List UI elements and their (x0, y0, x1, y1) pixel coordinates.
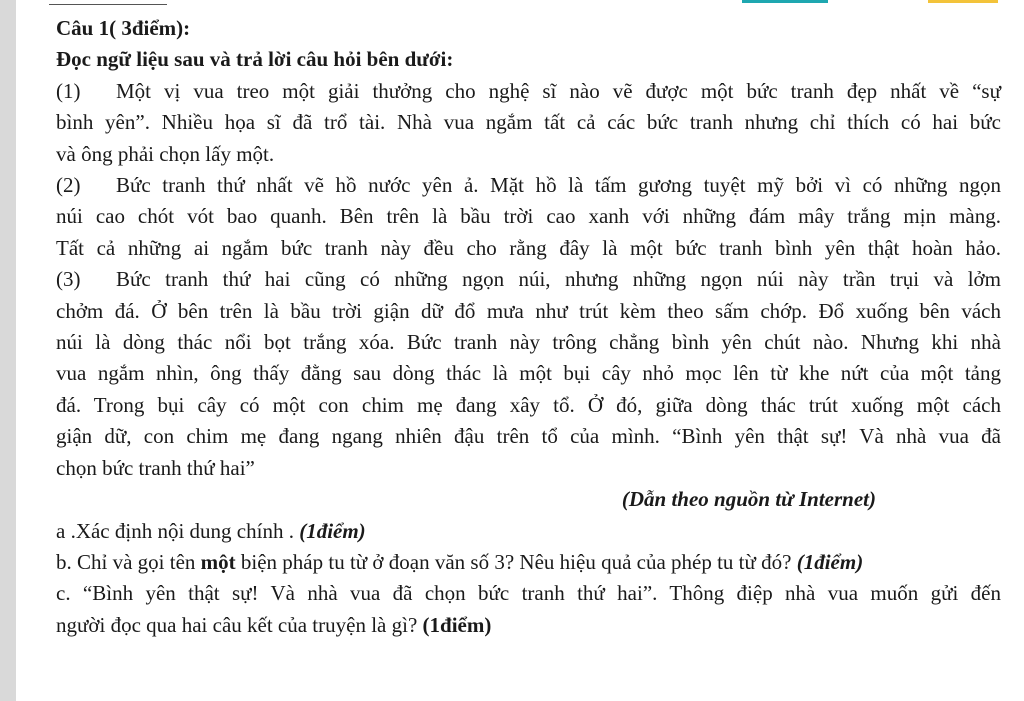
paragraph-1-text: Một vị vua treo một giải thưởng cho nghệ sĩ nào vẽ được một bức tranh đẹp nhất về “sự (116, 78, 1001, 103)
top-tab-teal (742, 0, 828, 3)
source-citation: (Dẫn theo nguồn từ Internet) (621, 487, 876, 512)
paragraph-3-text: Bức tranh thứ hai cũng có những ngọn núi, nhưng những ngọn núi này trần trụi và lởm (116, 267, 1001, 292)
question-b-text-start: b. Chỉ và gọi tên (56, 549, 201, 574)
question-a (56, 516, 1001, 547)
question-c-score: (1điểm) (422, 612, 492, 637)
paragraph-2-number: (2) (56, 173, 81, 198)
question-b-text-end: biện pháp tu từ ở đoạn văn số 3? Nêu hiệu quả của phép tu từ đó? (235, 549, 797, 574)
paragraph-3-line-5: đá. Trong bụi cây có một con chim mẹ đang xây tổ. Ở đó, giữa dòng thác trút xuống một cách (56, 392, 1001, 417)
paragraph-2-line-2: núi cao chót vót bao quanh. Bên trên là bầu trời cao xanh với những đám mây trắng mịn màng. (56, 204, 1001, 229)
paragraph-1-number: (1) (56, 78, 81, 103)
question-a-text: a .Xác định nội dung chính . (56, 518, 300, 543)
paragraph-3-line-3: núi là dòng thác nổi bọt trắng xóa. Bức tranh này trông chẳng bình yên chút nào. Nhưng khi nhà (56, 330, 1001, 355)
paragraph-3-line-2: chởm đá. Ở bên trên là bầu trời giận dữ đổ mưa như trút kèm theo sấm chớp. Đổ xuống bên vách (56, 298, 1001, 323)
instruction: Đọc ngữ liệu sau và trả lời câu hỏi bên dưới: (56, 47, 454, 72)
top-rule (49, 4, 167, 5)
paragraph-1-line-2: bình yên”. Nhiều họa sĩ đã trổ tài. Nhà vua ngắm tất cả các bức tranh nhưng chỉ thích có hai bức (56, 110, 1001, 135)
question-heading: Câu 1( 3điểm): (56, 16, 191, 40)
paragraph-3-line-6: giận dữ, con chim mẹ đang ngang nhiên đậu trên tổ của mình. “Bình yên thật sự! Và nhà vua đã (56, 424, 1001, 449)
paragraph-3-line-1 (56, 264, 1001, 295)
question-b-score: (1điểm) (796, 549, 864, 574)
document-page (16, 0, 1024, 701)
top-tab-yellow (928, 0, 998, 3)
paragraph-3-line-4: vua ngắm nhìn, ông thấy đằng sau dòng thác là một bụi cây nhỏ mọc lên từ khe nứt của một tảng (56, 361, 1001, 386)
paragraph-3-number: (3) (56, 267, 81, 292)
question-c-line-1: c. “Bình yên thật sự! Và nhà vua đã chọn bức tranh thứ hai”. Thông điệp nhà vua muốn gửi đến (56, 581, 1001, 606)
paragraph-2-line-1 (56, 170, 1001, 201)
question-c-text: người đọc qua hai câu kết của truyện là gì? (56, 612, 423, 637)
paragraph-3-line-7: chọn bức tranh thứ hai” (56, 455, 255, 480)
paragraph-1-line-1 (56, 76, 1001, 107)
document-content (56, 13, 1001, 641)
question-b-emphasis: một (200, 549, 236, 574)
question-c-line-2 (56, 610, 1001, 641)
question-b (56, 547, 1001, 578)
paragraph-1-line-3: và ông phải chọn lấy một. (56, 141, 275, 166)
paragraph-2-line-3: Tất cả những ai ngắm bức tranh này đều cho rằng đây là một bức tranh bình yên thật hoàn hảo. (56, 235, 1001, 260)
question-a-score: (1điểm) (299, 518, 366, 543)
paragraph-2-text: Bức tranh thứ nhất vẽ hồ nước yên ả. Mặt hồ là tấm gương tuyệt mỹ bởi vì có những ngọn (116, 173, 1001, 198)
